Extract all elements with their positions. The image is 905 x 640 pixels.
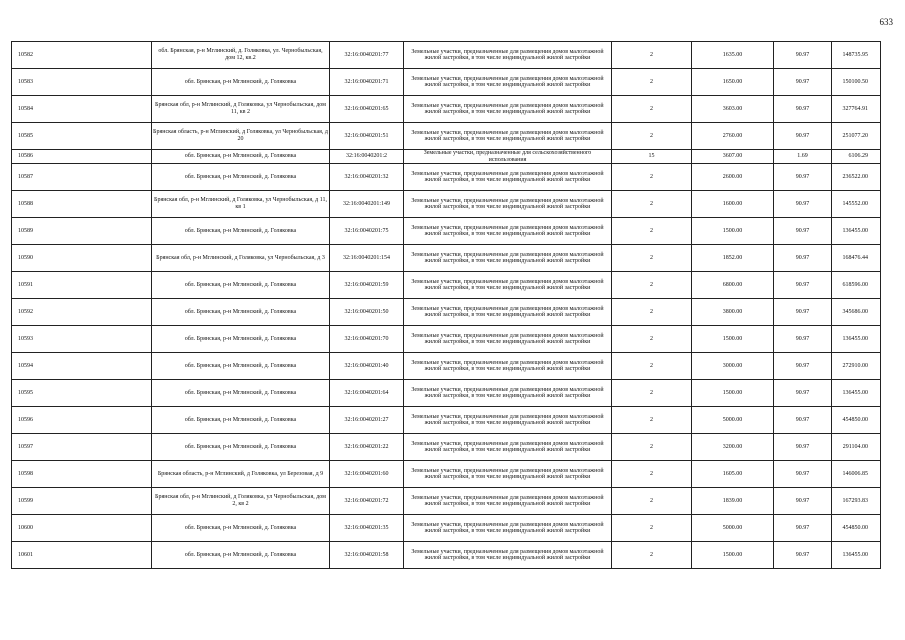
cell-area: 5000.00 — [692, 515, 774, 542]
cell-area: 2760.00 — [692, 123, 774, 150]
cell-group: 2 — [612, 488, 692, 515]
table-row — [12, 69, 881, 96]
cell-area: 3607.00 — [692, 150, 774, 164]
table-row — [12, 123, 881, 150]
cell-area: 1500.00 — [692, 542, 774, 569]
cell-row-number: 10595 — [12, 380, 152, 407]
cell-land-use: Земельные участки, предназначенные для размещения домов малоэтажной жилой застройки, в том числе индивидуальной жилой застройки — [404, 461, 612, 488]
cell-group: 2 — [612, 69, 692, 96]
cell-area: 1650.00 — [692, 69, 774, 96]
cell-area: 3000.00 — [692, 353, 774, 380]
table-row — [12, 218, 881, 245]
table-row — [12, 353, 881, 380]
cell-address: обл. Брянская, р-н Мглинский, д. Голяковка — [152, 542, 330, 569]
cell-cadastral-value: 145552.00 — [832, 191, 881, 218]
cell-specific-value: 90.97 — [774, 461, 832, 488]
table-row — [12, 272, 881, 299]
cell-row-number: 10600 — [12, 515, 152, 542]
cell-area: 5000.00 — [692, 407, 774, 434]
cell-row-number: 10583 — [12, 69, 152, 96]
cell-specific-value: 90.97 — [774, 272, 832, 299]
cell-land-use: Земельные участки, предназначенные для размещения домов малоэтажной жилой застройки, в том числе индивидуальной жилой застройки — [404, 326, 612, 353]
cell-group: 2 — [612, 380, 692, 407]
cell-cadastral-value: 454850.00 — [832, 407, 881, 434]
cell-address: Брянская обл, р-н Мглинский, д Голяковка, ул Чернобыльская, д 3 — [152, 245, 330, 272]
cell-cadastral-value: 618596.00 — [832, 272, 881, 299]
cell-land-use: Земельные участки, предназначенные для размещения домов малоэтажной жилой застройки, в том числе индивидуальной жилой застройки — [404, 380, 612, 407]
cell-specific-value: 90.97 — [774, 191, 832, 218]
cell-specific-value: 90.97 — [774, 380, 832, 407]
cell-row-number: 10584 — [12, 96, 152, 123]
cell-address: Брянская область, р-н Мглинский, д Голяковка, ул Березовая, д 9 — [152, 461, 330, 488]
cell-address: обл. Брянская, р-н Мглинский, д. Голяковка, ул. Чернобыльская, дом 12, кв.2 — [152, 42, 330, 69]
cell-land-use: Земельные участки, предназначенные для размещения домов малоэтажной жилой застройки, в том числе индивидуальной жилой застройки — [404, 42, 612, 69]
cell-group: 2 — [612, 434, 692, 461]
cell-specific-value: 90.97 — [774, 488, 832, 515]
cell-area: 1500.00 — [692, 326, 774, 353]
cell-group: 2 — [612, 191, 692, 218]
cell-address: обл. Брянская, р-н Мглинский, д. Голяковка — [152, 353, 330, 380]
cell-land-use: Земельные участки, предназначенные для размещения домов малоэтажной жилой застройки, в том числе индивидуальной жилой застройки — [404, 69, 612, 96]
cell-specific-value: 90.97 — [774, 542, 832, 569]
cell-address: обл. Брянская, р-н Мглинский, д. Голяковка — [152, 326, 330, 353]
cell-group: 2 — [612, 461, 692, 488]
table-row — [12, 299, 881, 326]
cell-cadastral-number: 32:16:0040201:75 — [330, 218, 404, 245]
table-row — [12, 164, 881, 191]
cell-area: 3603.00 — [692, 96, 774, 123]
cell-specific-value: 90.97 — [774, 299, 832, 326]
cell-land-use: Земельные участки, предназначенные для размещения домов малоэтажной жилой застройки, в том числе индивидуальной жилой застройки — [404, 218, 612, 245]
cell-row-number: 10586 — [12, 150, 152, 164]
cell-row-number: 10599 — [12, 488, 152, 515]
cell-specific-value: 90.97 — [774, 407, 832, 434]
cell-row-number: 10590 — [12, 245, 152, 272]
cell-cadastral-number: 32:16:0040201:65 — [330, 96, 404, 123]
cell-row-number: 10591 — [12, 272, 152, 299]
cell-area: 1852.00 — [692, 245, 774, 272]
cell-cadastral-value: 167293.83 — [832, 488, 881, 515]
cell-cadastral-number: 32:16:0040201:27 — [330, 407, 404, 434]
cell-cadastral-value: 150100.50 — [832, 69, 881, 96]
cell-cadastral-value: 168476.44 — [832, 245, 881, 272]
cell-cadastral-number: 32:16:0040201:40 — [330, 353, 404, 380]
cell-specific-value: 90.97 — [774, 96, 832, 123]
cell-cadastral-number: 32:16:0040201:149 — [330, 191, 404, 218]
table-row — [12, 515, 881, 542]
cell-cadastral-number: 32:16:0040201:35 — [330, 515, 404, 542]
cell-cadastral-value: 454850.00 — [832, 515, 881, 542]
cell-cadastral-value: 136455.00 — [832, 542, 881, 569]
page-number: 633 — [879, 17, 893, 27]
cell-group: 2 — [612, 542, 692, 569]
cell-row-number: 10588 — [12, 191, 152, 218]
cell-cadastral-number: 32:16:0040201:51 — [330, 123, 404, 150]
cell-specific-value: 90.97 — [774, 42, 832, 69]
cell-area: 6800.00 — [692, 272, 774, 299]
cell-row-number: 10592 — [12, 299, 152, 326]
table-row — [12, 488, 881, 515]
cell-cadastral-number: 32:16:0040201:70 — [330, 326, 404, 353]
cell-address: обл. Брянская, р-н Мглинский, д. Голяковка — [152, 434, 330, 461]
cell-group: 2 — [612, 407, 692, 434]
cell-address: обл. Брянская, р-н Мглинский, д. Голяковка — [152, 164, 330, 191]
cell-area: 1605.00 — [692, 461, 774, 488]
cell-land-use: Земельные участки, предназначенные для сельскохозяйственного использования — [404, 150, 612, 164]
cell-cadastral-number: 32:16:0040201:32 — [330, 164, 404, 191]
cell-address: обл. Брянская, р-н Мглинский, д. Голяковка — [152, 272, 330, 299]
cell-land-use: Земельные участки, предназначенные для размещения домов малоэтажной жилой застройки, в том числе индивидуальной жилой застройки — [404, 515, 612, 542]
cell-group: 2 — [612, 96, 692, 123]
cell-area: 3800.00 — [692, 299, 774, 326]
cell-specific-value: 90.97 — [774, 326, 832, 353]
cell-cadastral-number: 32:16:0040201:50 — [330, 299, 404, 326]
cell-land-use: Земельные участки, предназначенные для размещения домов малоэтажной жилой застройки, в том числе индивидуальной жилой застройки — [404, 488, 612, 515]
cell-land-use: Земельные участки, предназначенные для размещения домов малоэтажной жилой застройки, в том числе индивидуальной жилой застройки — [404, 123, 612, 150]
cell-group: 2 — [612, 164, 692, 191]
table-row — [12, 542, 881, 569]
cell-specific-value: 90.97 — [774, 69, 832, 96]
cell-group: 2 — [612, 42, 692, 69]
cell-group: 2 — [612, 299, 692, 326]
cell-group: 2 — [612, 515, 692, 542]
cell-address: Брянская область, р-н Мглинский, д Голяковка, ул Чернобыльская, д 20 — [152, 123, 330, 150]
cell-land-use: Земельные участки, предназначенные для размещения домов малоэтажной жилой застройки, в том числе индивидуальной жилой застройки — [404, 407, 612, 434]
cell-cadastral-value: 327764.91 — [832, 96, 881, 123]
cell-area: 2600.00 — [692, 164, 774, 191]
table-row — [12, 434, 881, 461]
table-row — [12, 407, 881, 434]
table-row — [12, 326, 881, 353]
cell-cadastral-number: 32:16:0040201:154 — [330, 245, 404, 272]
cell-address: обл. Брянская, р-н Мглинский, д. Голяковка — [152, 150, 330, 164]
table-row — [12, 461, 881, 488]
cell-specific-value: 90.97 — [774, 245, 832, 272]
cell-area: 1635.00 — [692, 42, 774, 69]
cell-area: 1500.00 — [692, 218, 774, 245]
cell-row-number: 10593 — [12, 326, 152, 353]
table-row — [12, 42, 881, 69]
cell-group: 2 — [612, 218, 692, 245]
cell-area: 1500.00 — [692, 380, 774, 407]
table-body — [12, 42, 881, 569]
cell-row-number: 10587 — [12, 164, 152, 191]
cell-row-number: 10598 — [12, 461, 152, 488]
cell-cadastral-value: 148735.95 — [832, 42, 881, 69]
cell-specific-value: 90.97 — [774, 164, 832, 191]
cell-cadastral-number: 32:16:0040201:64 — [330, 380, 404, 407]
cell-cadastral-value: 136455.00 — [832, 380, 881, 407]
cell-row-number: 10596 — [12, 407, 152, 434]
cell-group: 15 — [612, 150, 692, 164]
cell-group: 2 — [612, 245, 692, 272]
table-row — [12, 150, 881, 164]
cell-land-use: Земельные участки, предназначенные для размещения домов малоэтажной жилой застройки, в том числе индивидуальной жилой застройки — [404, 96, 612, 123]
cell-address: обл. Брянская, р-н Мглинский, д. Голяковка — [152, 380, 330, 407]
cell-cadastral-value: 272910.00 — [832, 353, 881, 380]
cell-land-use: Земельные участки, предназначенные для размещения домов малоэтажной жилой застройки, в том числе индивидуальной жилой застройки — [404, 164, 612, 191]
cell-cadastral-number: 32:16:0040201:22 — [330, 434, 404, 461]
table-row — [12, 245, 881, 272]
cell-cadastral-value: 136455.00 — [832, 218, 881, 245]
cell-land-use: Земельные участки, предназначенные для размещения домов малоэтажной жилой застройки, в том числе индивидуальной жилой застройки — [404, 542, 612, 569]
cell-cadastral-number: 32:16:0040201:60 — [330, 461, 404, 488]
cell-row-number: 10589 — [12, 218, 152, 245]
cell-land-use: Земельные участки, предназначенные для размещения домов малоэтажной жилой застройки, в том числе индивидуальной жилой застройки — [404, 299, 612, 326]
cell-specific-value: 90.97 — [774, 434, 832, 461]
cell-row-number: 10601 — [12, 542, 152, 569]
cell-cadastral-number: 32:16:0040201:58 — [330, 542, 404, 569]
cell-specific-value: 90.97 — [774, 353, 832, 380]
cell-specific-value: 90.97 — [774, 218, 832, 245]
table-row — [12, 96, 881, 123]
cell-land-use: Земельные участки, предназначенные для размещения домов малоэтажной жилой застройки, в том числе индивидуальной жилой застройки — [404, 353, 612, 380]
cell-address: обл. Брянская, р-н Мглинский, д. Голяковка — [152, 69, 330, 96]
cell-cadastral-number: 32:16:0040201:2 — [330, 150, 404, 164]
cell-cadastral-value: 291104.00 — [832, 434, 881, 461]
cell-cadastral-value: 6106.29 — [832, 150, 881, 164]
cell-group: 2 — [612, 272, 692, 299]
cell-cadastral-value: 236522.00 — [832, 164, 881, 191]
table-row — [12, 380, 881, 407]
cell-address: Брянская обл, р-н Мглинский, д Голяковка, ул Чернобыльская, дом 2, кв 2 — [152, 488, 330, 515]
cell-specific-value: 1.69 — [774, 150, 832, 164]
cell-address: обл. Брянская, р-н Мглинский, д. Голяковка — [152, 407, 330, 434]
cell-cadastral-value: 251077.20 — [832, 123, 881, 150]
cell-address: Брянская обл, р-н Мглинский, д Голяковка, ул Чернобыльская, д 11, кв 1 — [152, 191, 330, 218]
cell-cadastral-number: 32:16:0040201:59 — [330, 272, 404, 299]
cell-row-number: 10582 — [12, 42, 152, 69]
cell-cadastral-number: 32:16:0040201:72 — [330, 488, 404, 515]
cell-row-number: 10585 — [12, 123, 152, 150]
table-row — [12, 191, 881, 218]
cell-cadastral-number: 32:16:0040201:71 — [330, 69, 404, 96]
cell-address: обл. Брянская, р-н Мглинский, д. Голяковка — [152, 515, 330, 542]
cell-row-number: 10594 — [12, 353, 152, 380]
cell-cadastral-value: 136455.00 — [832, 326, 881, 353]
cell-area: 1600.00 — [692, 191, 774, 218]
cell-cadastral-value: 146006.85 — [832, 461, 881, 488]
cell-group: 2 — [612, 353, 692, 380]
cell-address: Брянская обл, р-н Мглинский, д Голяковка, ул Чернобыльская, дом 11, кв 2 — [152, 96, 330, 123]
cell-address: обл. Брянская, р-н Мглинский, д. Голяковка — [152, 218, 330, 245]
land-parcel-table — [11, 41, 881, 569]
cell-cadastral-number: 32:16:0040201:77 — [330, 42, 404, 69]
cell-specific-value: 90.97 — [774, 123, 832, 150]
cell-group: 2 — [612, 326, 692, 353]
cell-area: 1839.00 — [692, 488, 774, 515]
cell-specific-value: 90.97 — [774, 515, 832, 542]
cell-land-use: Земельные участки, предназначенные для размещения домов малоэтажной жилой застройки, в том числе индивидуальной жилой застройки — [404, 191, 612, 218]
cell-group: 2 — [612, 123, 692, 150]
cell-land-use: Земельные участки, предназначенные для размещения домов малоэтажной жилой застройки, в том числе индивидуальной жилой застройки — [404, 434, 612, 461]
cell-cadastral-value: 345686.00 — [832, 299, 881, 326]
cell-address: обл. Брянская, р-н Мглинский, д. Голяковка — [152, 299, 330, 326]
cell-land-use: Земельные участки, предназначенные для размещения домов малоэтажной жилой застройки, в том числе индивидуальной жилой застройки — [404, 272, 612, 299]
cell-area: 3200.00 — [692, 434, 774, 461]
cell-land-use: Земельные участки, предназначенные для размещения домов малоэтажной жилой застройки, в том числе индивидуальной жилой застройки — [404, 245, 612, 272]
cell-row-number: 10597 — [12, 434, 152, 461]
